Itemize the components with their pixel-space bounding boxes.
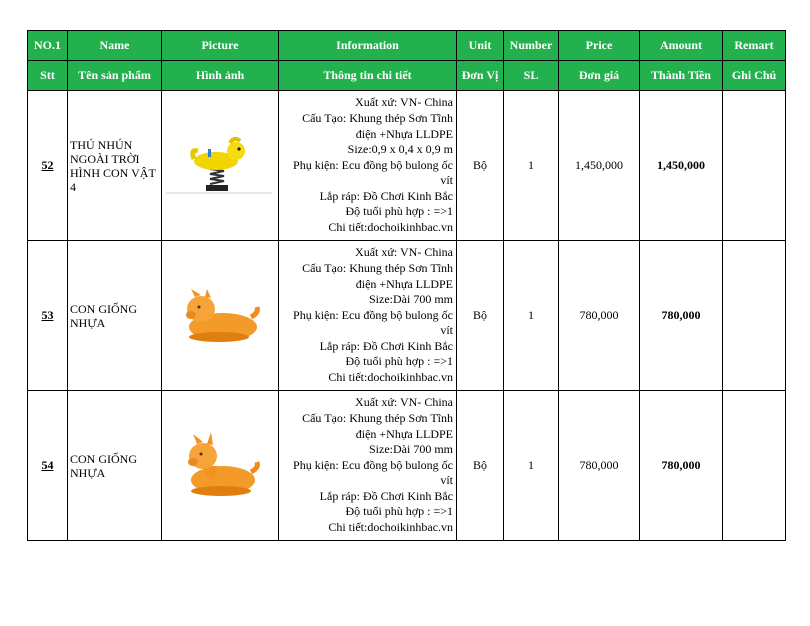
header-remark: Remart <box>723 31 786 61</box>
table-row <box>28 241 786 391</box>
header-ten-san-pham: Tên sản phẩm <box>68 61 162 91</box>
product-amount: 780,000 <box>640 241 723 391</box>
product-info: Xuất xứ: VN- China Cấu Tạo: Khung thép Sơn Tĩnh điện +Nhựa LLDPE Size:Dài 700 mm Phụ kiện: Ecu đồng bộ bulong ốc vít Lắp ráp: Đồ Chơi Kinh Bắc Độ tuổi phù hợp : =>1 Chi tiết:dochoikinhbac.vn <box>279 391 457 541</box>
header-information: Information <box>279 31 457 61</box>
product-unit: Bộ <box>457 391 504 541</box>
orange-plastic-deer-image <box>175 430 265 502</box>
product-price: 780,000 <box>559 391 640 541</box>
product-info: Xuất xứ: VN- China Cấu Tạo: Khung thép Sơn Tĩnh điện +Nhựa LLDPE Size:0,9 x 0,4 x 0,9 m Phụ kiện: Ecu đồng bộ bulong ốc vít Lắp ráp: Đồ Chơi Kinh Bắc Độ tuổi phù hợp : =>1 Chi tiết:dochoikinhbac.vn <box>279 91 457 241</box>
header-name: Name <box>68 31 162 61</box>
row-stt: 52 <box>28 91 68 241</box>
header-amount: Amount <box>640 31 723 61</box>
header-ghi-chu: Ghi Chú <box>723 61 786 91</box>
header-hinh-anh: Hình ảnh <box>162 61 279 91</box>
product-price: 780,000 <box>559 241 640 391</box>
product-quantity: 1 <box>504 391 559 541</box>
header-row-vietnamese <box>28 61 786 91</box>
product-picture <box>162 391 279 541</box>
product-info: Xuất xứ: VN- China Cấu Tạo: Khung thép Sơn Tĩnh điện +Nhựa LLDPE Size:Dài 700 mm Phụ kiện: Ecu đồng bộ bulong ốc vít Lắp ráp: Đồ Chơi Kinh Bắc Độ tuổi phù hợp : =>1 Chi tiết:dochoikinhbac.vn <box>279 241 457 391</box>
product-price: 1,450,000 <box>559 91 640 241</box>
row-stt: 54 <box>28 391 68 541</box>
header-don-gia: Đơn giá <box>559 61 640 91</box>
product-picture <box>162 91 279 241</box>
header-row-english <box>28 31 786 61</box>
orange-plastic-animal-image <box>175 285 265 347</box>
product-quantity: 1 <box>504 241 559 391</box>
product-quantity: 1 <box>504 91 559 241</box>
product-name: THÚ NHÚN NGOÀI TRỜI HÌNH CON VẬT 4 <box>68 91 162 241</box>
product-name: CON GIỐNG NHỰA <box>68 241 162 391</box>
yellow-spring-rider-image <box>164 135 276 197</box>
table-row <box>28 91 786 241</box>
product-note <box>723 91 786 241</box>
product-note <box>723 391 786 541</box>
product-unit: Bộ <box>457 241 504 391</box>
product-name: CON GIỐNG NHỰA <box>68 391 162 541</box>
header-no: NO.1 <box>28 31 68 61</box>
header-don-vi: Đơn Vị <box>457 61 504 91</box>
product-amount: 1,450,000 <box>640 91 723 241</box>
product-picture <box>162 241 279 391</box>
product-amount: 780,000 <box>640 391 723 541</box>
product-quote-table <box>27 30 786 541</box>
header-picture: Picture <box>162 31 279 61</box>
header-unit: Unit <box>457 31 504 61</box>
header-stt: Stt <box>28 61 68 91</box>
header-number: Number <box>504 31 559 61</box>
header-sl: SL <box>504 61 559 91</box>
header-price: Price <box>559 31 640 61</box>
product-unit: Bộ <box>457 91 504 241</box>
header-thong-tin: Thông tin chi tiết <box>279 61 457 91</box>
row-stt: 53 <box>28 241 68 391</box>
product-note <box>723 241 786 391</box>
table-row <box>28 391 786 541</box>
header-thanh-tien: Thành Tiền <box>640 61 723 91</box>
